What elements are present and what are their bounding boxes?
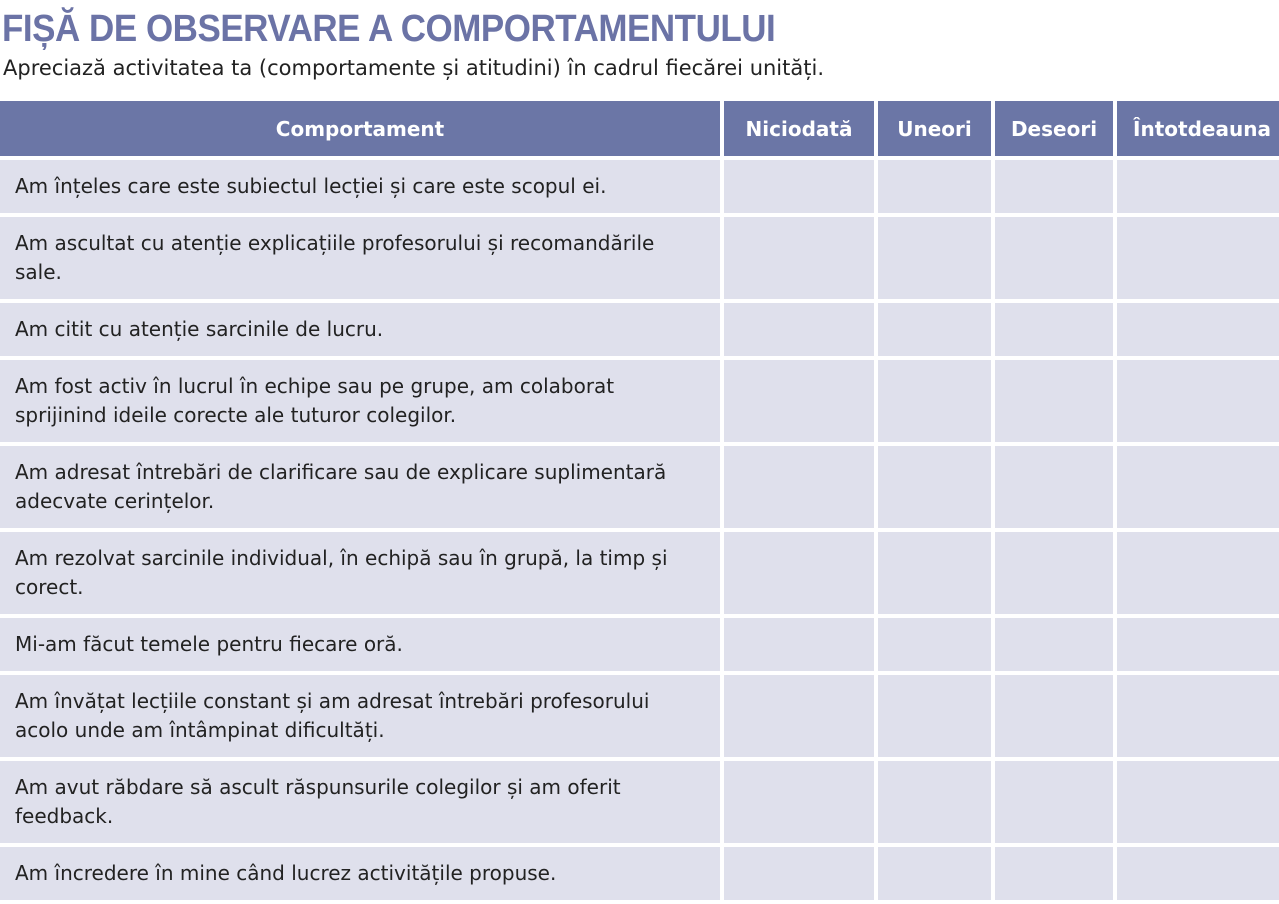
behavior-cell: Mi-am făcut temele pentru fiecare oră. xyxy=(0,618,720,671)
observation-table xyxy=(0,97,1279,904)
always-cell[interactable] xyxy=(1117,360,1279,442)
often-cell[interactable] xyxy=(995,761,1113,843)
sometimes-cell[interactable] xyxy=(878,618,991,671)
never-cell[interactable] xyxy=(724,160,874,213)
often-cell[interactable] xyxy=(995,360,1113,442)
sometimes-cell[interactable] xyxy=(878,360,991,442)
never-cell[interactable] xyxy=(724,446,874,528)
always-cell[interactable] xyxy=(1117,303,1279,356)
always-cell[interactable] xyxy=(1117,217,1279,299)
page-subtitle: Apreciază activitatea ta (comportamente și atitudini) în cadrul fiecărei unități. xyxy=(3,56,824,80)
never-cell[interactable] xyxy=(724,360,874,442)
column-header-sometimes: Uneori xyxy=(878,101,991,156)
column-header-behavior: Comportament xyxy=(0,101,720,156)
sometimes-cell[interactable] xyxy=(878,847,991,900)
table-row xyxy=(0,217,1279,299)
always-cell[interactable] xyxy=(1117,446,1279,528)
sometimes-cell[interactable] xyxy=(878,675,991,757)
never-cell[interactable] xyxy=(724,532,874,614)
behavior-cell: Am învățat lecțiile constant și am adresat întrebări profesorului acolo unde am întâmpinat dificultăți. xyxy=(0,675,720,757)
often-cell[interactable] xyxy=(995,618,1113,671)
sometimes-cell[interactable] xyxy=(878,160,991,213)
never-cell[interactable] xyxy=(724,761,874,843)
column-header-never: Niciodată xyxy=(724,101,874,156)
table-row xyxy=(0,761,1279,843)
always-cell[interactable] xyxy=(1117,618,1279,671)
table-row xyxy=(0,675,1279,757)
table-row xyxy=(0,618,1279,671)
sometimes-cell[interactable] xyxy=(878,532,991,614)
behavior-cell: Am citit cu atenție sarcinile de lucru. xyxy=(0,303,720,356)
often-cell[interactable] xyxy=(995,303,1113,356)
behavior-cell: Am fost activ în lucrul în echipe sau pe grupe, am colaborat sprijinind ideile corecte ale tuturor colegilor. xyxy=(0,360,720,442)
never-cell[interactable] xyxy=(724,675,874,757)
column-header-always: Întotdeauna xyxy=(1117,101,1279,156)
behavior-cell: Am încredere în mine când lucrez activitățile propuse. xyxy=(0,847,720,900)
always-cell[interactable] xyxy=(1117,761,1279,843)
column-header-often: Deseori xyxy=(995,101,1113,156)
table-row xyxy=(0,847,1279,900)
behavior-cell: Am ascultat cu atenție explicațiile profesorului și recomandările sale. xyxy=(0,217,720,299)
never-cell[interactable] xyxy=(724,303,874,356)
never-cell[interactable] xyxy=(724,618,874,671)
often-cell[interactable] xyxy=(995,446,1113,528)
often-cell[interactable] xyxy=(995,160,1113,213)
sometimes-cell[interactable] xyxy=(878,446,991,528)
table-row xyxy=(0,360,1279,442)
never-cell[interactable] xyxy=(724,217,874,299)
often-cell[interactable] xyxy=(995,532,1113,614)
table-row xyxy=(0,303,1279,356)
often-cell[interactable] xyxy=(995,217,1113,299)
sometimes-cell[interactable] xyxy=(878,217,991,299)
sometimes-cell[interactable] xyxy=(878,303,991,356)
behavior-cell: Am avut răbdare să ascult răspunsurile colegilor și am oferit feedback. xyxy=(0,761,720,843)
behavior-cell: Am adresat întrebări de clarificare sau de explicare suplimentară adecvate cerințelor. xyxy=(0,446,720,528)
never-cell[interactable] xyxy=(724,847,874,900)
always-cell[interactable] xyxy=(1117,675,1279,757)
behavior-cell: Am rezolvat sarcinile individual, în echipă sau în grupă, la timp și corect. xyxy=(0,532,720,614)
table-row xyxy=(0,160,1279,213)
behavior-cell: Am înțeles care este subiectul lecției și care este scopul ei. xyxy=(0,160,720,213)
table-row xyxy=(0,532,1279,614)
always-cell[interactable] xyxy=(1117,847,1279,900)
page-title: FIȘĂ DE OBSERVARE A COMPORTAMENTULUI xyxy=(2,8,776,50)
always-cell[interactable] xyxy=(1117,532,1279,614)
table-header-row xyxy=(0,101,1279,156)
table-row xyxy=(0,446,1279,528)
often-cell[interactable] xyxy=(995,675,1113,757)
always-cell[interactable] xyxy=(1117,160,1279,213)
sometimes-cell[interactable] xyxy=(878,761,991,843)
often-cell[interactable] xyxy=(995,847,1113,900)
